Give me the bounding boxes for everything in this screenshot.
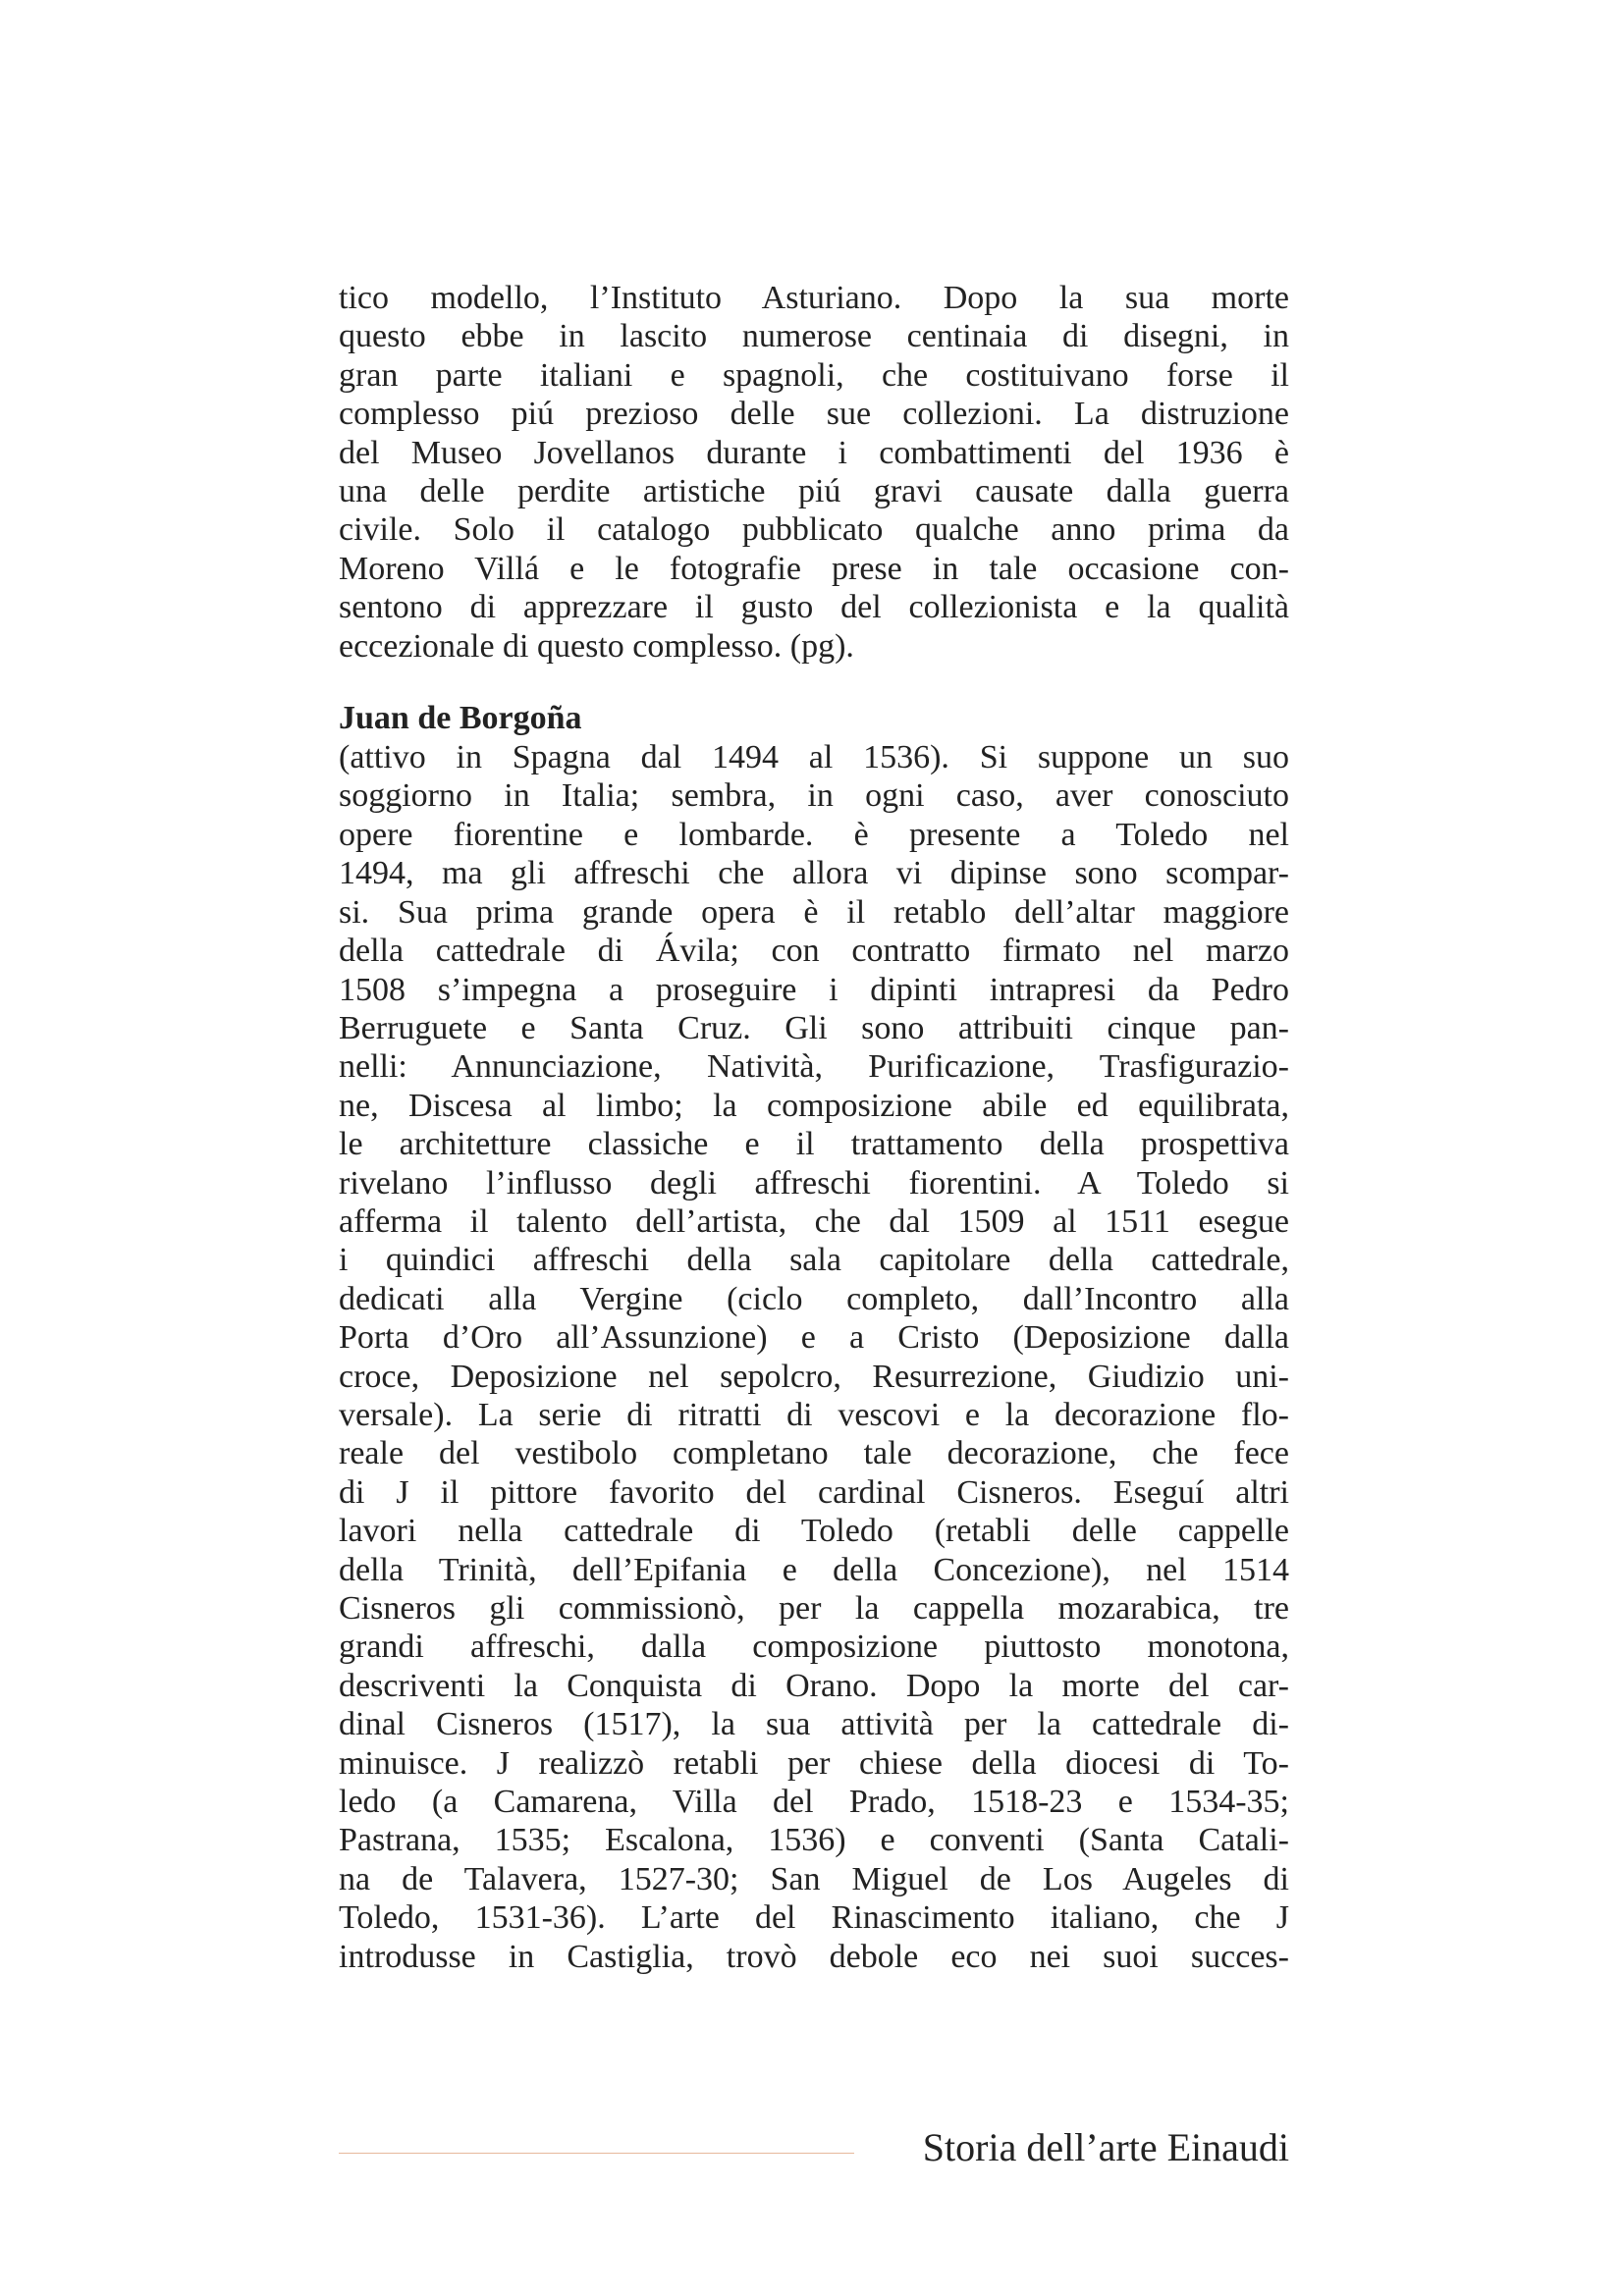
text-line: del Museo Jovellanos durante i combattimenti del 1936 è <box>339 434 1289 471</box>
entry-body <box>339 738 1289 1976</box>
text-line: eccezionale di questo complesso. (pg). <box>339 627 854 665</box>
text-line: ledo (a Camarena, Villa del Prado, 1518-23 e 1534-35; <box>339 1784 1289 1821</box>
text-line: sentono di apprezzare il gusto del collezionista e la qualità <box>339 589 1289 626</box>
text-line: 1494, ma gli affreschi che allora vi dipinse sono scompar- <box>339 855 1289 892</box>
text-line: versale). La serie di ritratti di vescovi e la decorazione flo- <box>339 1396 1289 1433</box>
text-line: Berruguete e Santa Cruz. Gli sono attribuiti cinque pan- <box>339 1009 1289 1046</box>
text-line: della Trinità, dell’Epifania e della Concezione), nel 1514 <box>339 1551 1289 1588</box>
text-line: le architetture classiche e il trattamento della prospettiva <box>339 1126 1289 1163</box>
text-line: questo ebbe in lascito numerose centinaia di disegni, in <box>339 318 1289 355</box>
footer-divider <box>339 2153 854 2154</box>
text-line: i quindici affreschi della sala capitolare della cattedrale, <box>339 1242 1289 1279</box>
text-line: reale del vestibolo completano tale decorazione, che fece <box>339 1435 1289 1472</box>
intro-paragraph <box>339 279 1289 666</box>
text-line: di J il pittore favorito del cardinal Cisneros. Eseguí altri <box>339 1473 1289 1511</box>
text-line: afferma il talento dell’artista, che dal 1509 al 1511 esegue <box>339 1202 1289 1240</box>
footer-publication-title: Storia dell’arte Einaudi <box>922 2125 1289 2169</box>
text-line: tico modello, l’Instituto Asturiano. Dopo la sua morte <box>339 280 1289 316</box>
text-line: Porta d’Oro all’Assunzione) e a Cristo (Deposizione dalla <box>339 1319 1289 1357</box>
text-line: gran parte italiani e spagnoli, che costituivano forse il <box>339 356 1289 394</box>
text-line: opere fiorentine e lombarde. è presente a Toledo nel <box>339 816 1289 853</box>
text-line: della cattedrale di Ávila; con contratto firmato nel marzo <box>339 933 1289 970</box>
text-line: ne, Discesa al limbo; la composizione abile ed equilibrata, <box>339 1087 1289 1124</box>
page-body <box>339 279 1289 1976</box>
text-line: 1508 s’impegna a proseguire i dipinti intrapresi da Pedro <box>339 971 1289 1008</box>
text-line: complesso piú prezioso delle sue collezioni. La distruzione <box>339 396 1289 433</box>
text-line: rivelano l’influsso degli affreschi fiorentini. A Toledo si <box>339 1164 1289 1201</box>
text-line: si. Sua prima grande opera è il retablo dell’altar maggiore <box>339 893 1289 931</box>
entry-title: Juan de Borgoña <box>339 700 582 737</box>
text-line: croce, Deposizione nel sepolcro, Resurrezione, Giudizio uni- <box>339 1358 1289 1395</box>
text-line: Moreno Villá e le fotografie prese in tale occasione con- <box>339 550 1289 587</box>
text-line: grandi affreschi, dalla composizione piuttosto monotona, <box>339 1629 1289 1666</box>
text-line: lavori nella cattedrale di Toledo (retabli delle cappelle <box>339 1513 1289 1550</box>
text-line: minuisce. J realizzò retabli per chiese della diocesi di To- <box>339 1744 1289 1782</box>
text-line: Toledo, 1531-36). L’arte del Rinascimento italiano, che J <box>339 1899 1289 1937</box>
text-line: civile. Solo il catalogo pubblicato qualche anno prima da <box>339 511 1289 549</box>
text-line: introdusse in Castiglia, trovò debole eco nei suoi succes- <box>339 1938 1289 1975</box>
text-line: dinal Cisneros (1517), la sua attività per la cattedrale di- <box>339 1706 1289 1743</box>
text-line: (attivo in Spagna dal 1494 al 1536). Si suppone un suo <box>339 739 1289 776</box>
text-line: una delle perdite artistiche piú gravi causate dalla guerra <box>339 473 1289 510</box>
text-line: na de Talavera, 1527-30; San Miguel de Los Augeles di <box>339 1860 1289 1897</box>
text-line: Pastrana, 1535; Escalona, 1536) e conventi (Santa Catali- <box>339 1822 1289 1859</box>
text-line: dedicati alla Vergine (ciclo completo, dall’Incontro alla <box>339 1280 1289 1317</box>
text-line: nelli: Annunciazione, Natività, Purificazione, Trasfigurazio- <box>339 1048 1289 1086</box>
text-line: soggiorno in Italia; sembra, in ogni caso, aver conosciuto <box>339 777 1289 815</box>
text-line: descriventi la Conquista di Orano. Dopo la morte del car- <box>339 1667 1289 1704</box>
text-line: Cisneros gli commissionò, per la cappella mozarabica, tre <box>339 1590 1289 1627</box>
